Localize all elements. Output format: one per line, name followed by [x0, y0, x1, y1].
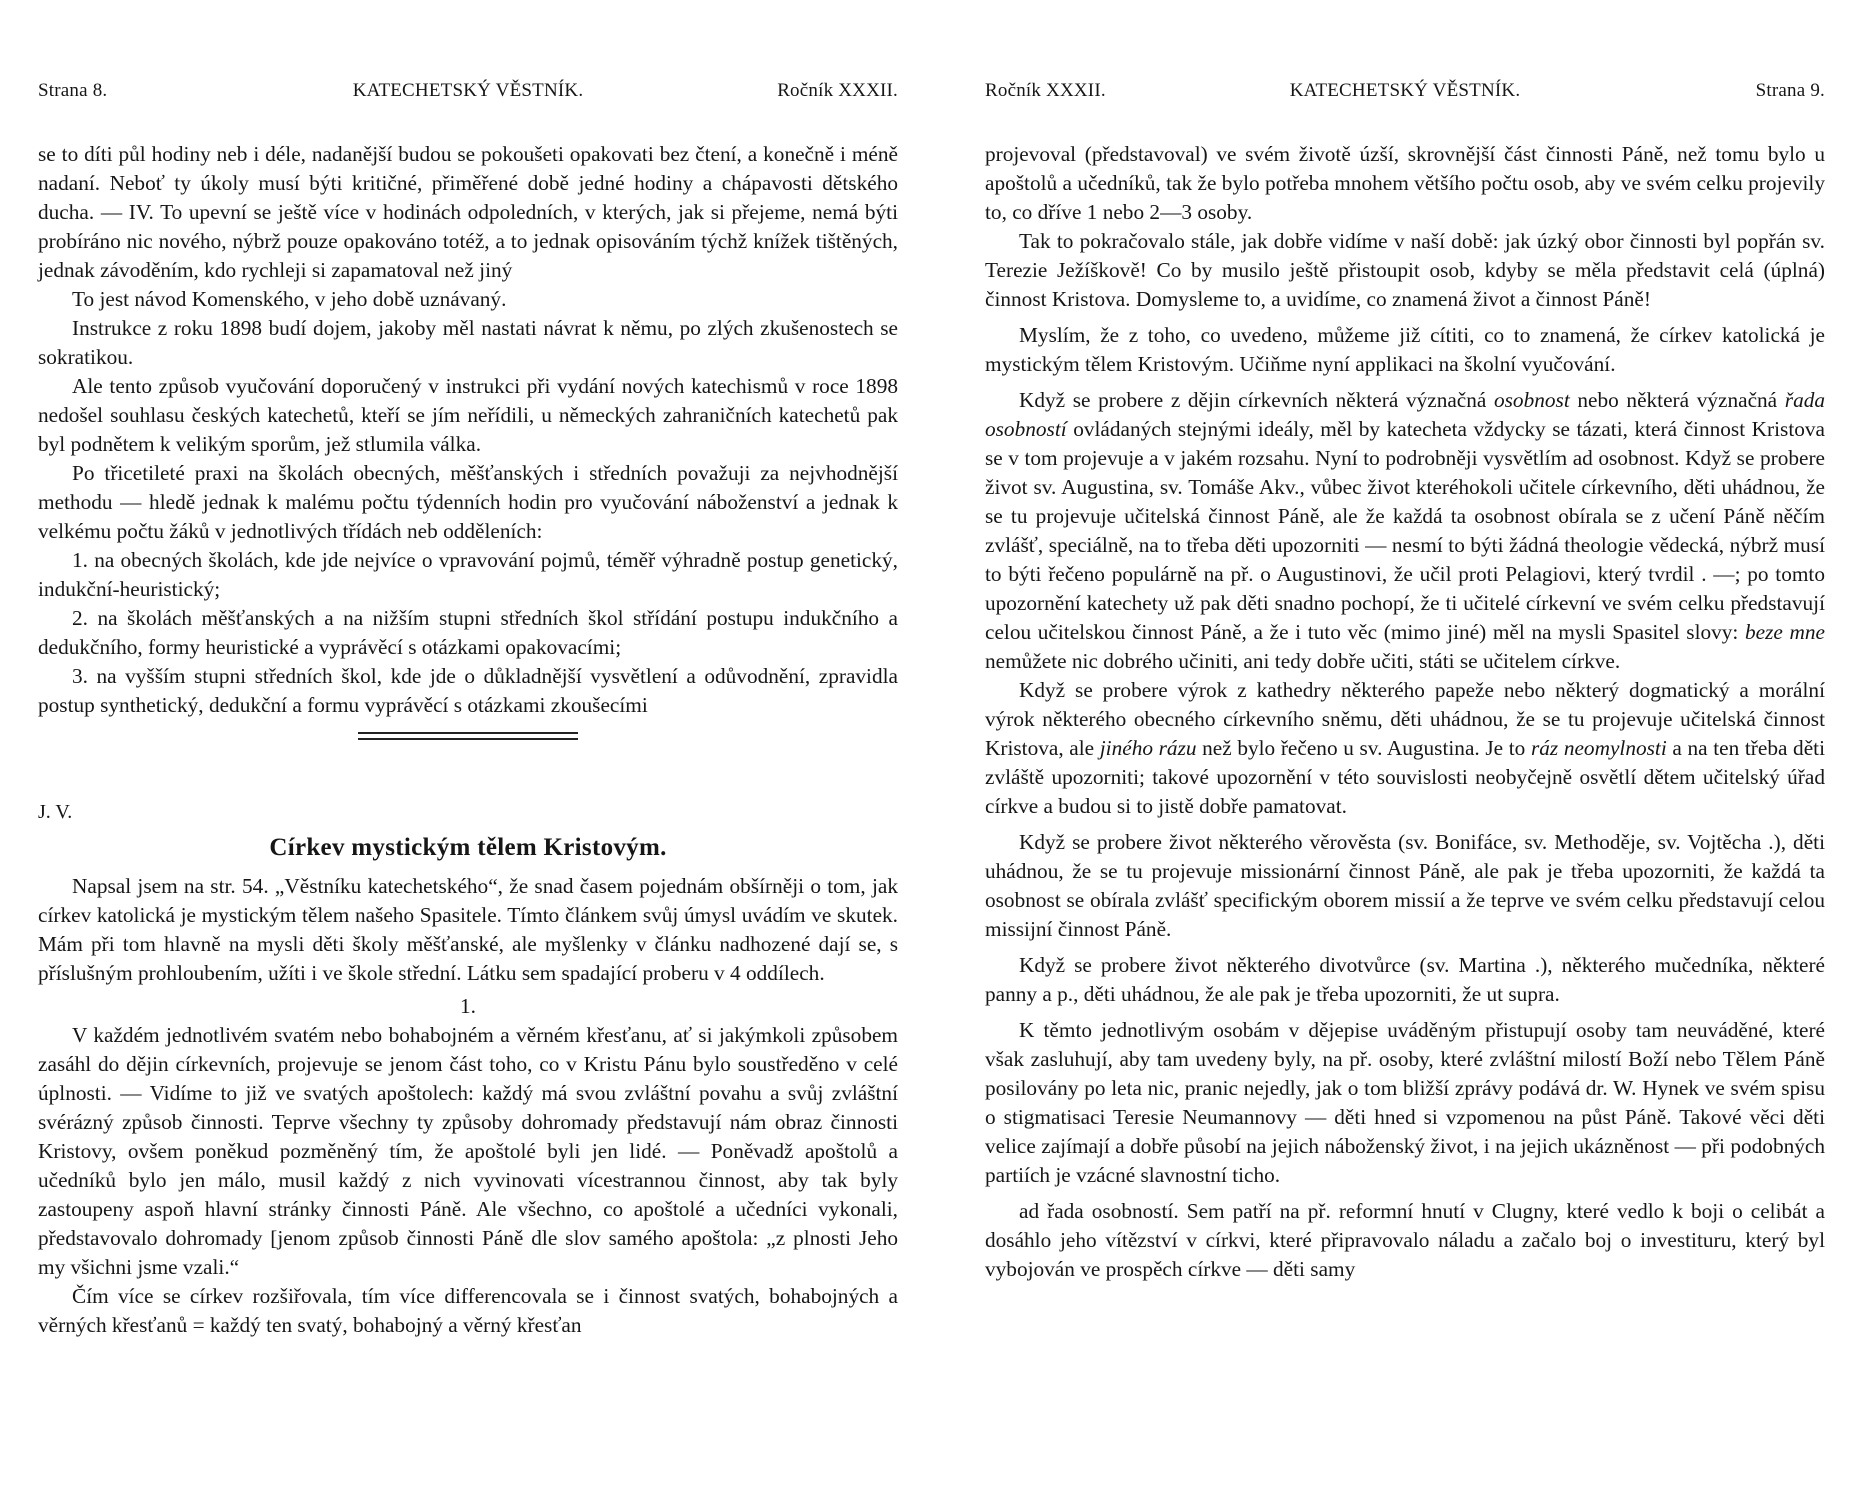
text-run: a na ten třeba děti zvláště upozorniti; takové upozornění v této souvislosti neobyčejně osvětlí dětem učitelský úřad církve a budou si to jistě dobře pamatovat. [985, 736, 1825, 818]
journal-title: KATECHETSKÝ VĚSTNÍK. [1289, 80, 1521, 101]
author-initials: J. V. [38, 801, 73, 823]
paragraph: V každém jednotlivém svatém nebo bohabojném a věrném křesťanu, ať si jakýmkoli způsobem zasáhl do dějin církevních, projevuje se jenom část toho, co v Kristu Pánu bylo soustředěno v celé úplnosti. — Vidíme to již ve svatých apoštolech: každý má svou zvláštní povahu a svůj zvláštní svérázný způsob činnosti. Teprve všechny ty způsoby dohromady představují nám obraz činnosti Kristovy, ovšem poněkud pozměněný tím, že apoštolé byli jen lidé. — Poněvadž apoštolů a učedníků bylo jen málo, musil každý z nich vyvinovati vícestrannou činnost, aby tak byly zastoupeny aspoň hlavní stránky činnosti Páně. Ale všechno, co apoštolé a učedníci vykonali, představovalo dohromady [jenom způsob činnosti Páně dle slov samého apoštola: „z plnosti Jeho my všichni jsme vzali.“ [38, 1023, 898, 1279]
text-run: nemůžete nic dobrého učiniti, ani tedy dobře učiti, státi se učitelem církve. [985, 649, 1621, 673]
page-number: Strana 8. [38, 80, 108, 101]
text-run: Když se probere výrok z kathedry některého papeže nebo některý dogmatický a morální výrok některého obecného církevního sněmu, děti uhádnou, že se tu projevuje učitelská činnost Kristova, ale [985, 678, 1825, 760]
section-number: 1. [460, 994, 476, 1018]
paragraph: To jest návod Komenského, v jeho době uznávaný. [72, 287, 507, 311]
left-page-body [38, 140, 898, 1340]
list-item: 1. na obecných školách, kde jde nejvíce o vpravování pojmů, téměř výhradně postup genetický, indukční-heuristický; [38, 548, 898, 601]
emphasis: beze mne [1745, 620, 1825, 644]
section-divider [38, 720, 898, 758]
paragraph: projevoval (představoval) ve svém životě úzší, skrovnější část činnosti Páně, než tomu bylo u apoštolů a učedníků, tak že bylo potřeba mnohem většího počtu osob, aby ve svém celku projevily to, co dříve 1 nebo 2—3 osoby. [985, 142, 1825, 224]
right-page-body [985, 140, 1825, 1284]
emphasis: osobnost [1494, 388, 1570, 412]
paragraph: Čím více se církev rozšiřovala, tím více differencovala se i činnost svatých, bohabojných a věrných křesťanů = každý ten svatý, bohabojný a věrný křesťan [38, 1284, 898, 1337]
list-item: 3. na vyšším stupni středních škol, kde jde o důkladnější vysvětlení a odůvodnění, zpravidla postup synthetický, dedukční a formu vyprávěcí s otázkami zkoušecími [38, 664, 898, 717]
volume-label: Ročník XXXII. [985, 80, 1106, 101]
paragraph: Když se probere život některého divotvůrce (sv. Martina .), některého mučedníka, některé panny a p., děti uhádnou, že ale pak je třeba upozorniti, že ut supra. [985, 953, 1825, 1006]
page-number: Strana 9. [1755, 80, 1825, 101]
volume-label: Ročník XXXII. [777, 80, 898, 101]
paragraph: Tak to pokračovalo stále, jak dobře vidíme v naší době: jak úzký obor činnosti byl popřán sv. Terezie Ježíškově! Co by musilo ještě přistoupit osob, kdyby se měla představit celá (úplná) činnost Kristova. Domysleme to, a uvidíme, co znamená život a činnost Páně! [985, 229, 1825, 311]
paragraph: Ale tento způsob vyučování doporučený v instrukci při vydání nových katechismů v roce 1898 nedošel souhlasu českých katechetů, kteří se jím neřídili, u německých zahraničních katechetů pak byl podnětem k velikým sporům, jež stlumila válka. [38, 374, 898, 456]
paragraph: se to díti půl hodiny neb i déle, nadanější budou se pokoušeti opakovati bez čtení, a konečně i méně nadaní. Neboť ty úkoly musí býti kritičné, přiměřené době jedné hodiny a chápavosti dětského ducha. — IV. To upevní se ještě více v hodinách odpoledních, v kterých, jak si přejeme, nemá býti probíráno nic nového, nýbrž pouze opakováno totéž, a to jednak opisováním týchž knížek tištěných, jednak závoděním, kdo rychleji si zapamatoval než jiný [38, 142, 898, 282]
running-head-left [38, 80, 898, 108]
paragraph: K těmto jednotlivým osobám v dějepise uváděným přistupují osoby tam neuváděné, které však zasluhují, aby tam uvedeny byly, na př. osoby, které zvláštní milostí Boží nebo Tělem Páně posilovány po leta nic, pranic nejedly, jak o tom bližší zprávy podává dr. W. Hynek ve svém spisu o stigmatisaci Teresie Neumannovy — děti hned si vzpomenou na půst Páně. Takové věci děti velice zajímají a dobře působí na jejich náboženský život, i na jejich ukázněnost — při podobných partiích je vzácné slavnostní ticho. [985, 1018, 1825, 1187]
list-item: 2. na školách měšťanských a na nižším stupni středních škol střídání postupu indukčního a dedukčního, formy heuristické a vyprávěcí s otázkami opakovacími; [38, 606, 898, 659]
emphasis: jiného rázu [1099, 736, 1197, 760]
paragraph: Myslím, že z toho, co uvedeno, můžeme již cítiti, co to znamená, že církev katolická je mystickým tělem Kristovým. Učiňme nyní applikaci na školní vyučování. [985, 323, 1825, 376]
paragraph: ad řada osobností. Sem patří na př. reformní hnutí v Clugny, které vedlo k boji o celibát a dosáhlo jeho vítězství v církvi, které připravovalo náladu a začalo boj o investituru, který byl vybojován ve prospěch církve — děti samy [985, 1199, 1825, 1281]
paragraph: Instrukce z roku 1898 budí dojem, jakoby měl nastati návrat k němu, po zlých zkušenostech se sokratikou. [38, 316, 898, 369]
paragraph: Po třicetileté praxi na školách obecných, měšťanských i středních považuji za nejvhodnější methodu — hledě jednak k malému počtu týdenních hodin pro vyučování náboženství a jednak k velkému počtu žáků v jednotlivých třídách neb odděleních: [38, 461, 898, 543]
journal-title: KATECHETSKÝ VĚSTNÍK. [352, 80, 584, 101]
running-head-right [985, 80, 1825, 108]
article-title: Církev mystickým tělem Kristovým. [269, 834, 667, 861]
text-run: nebo některá význačná [1569, 388, 1785, 412]
emphasis: řada osobností [985, 388, 1826, 441]
text-run: Když se probere z dějin církevních některá význačná [1019, 388, 1494, 412]
paragraph: Napsal jsem na str. 54. „Věstníku katechetského“, že snad časem pojednám obšírněji o tom, jak církev katolická je mystickým tělem našeho Spasitele. Tímto článkem svůj úmysl uvádím ve skutek. Mám při tom hlavně na mysli děti školy měšťanské, ale myšlenky v článku nadhozené dají se, s příslušným prohloubením, užíti i ve škole střední. Látku sem spadající proberu v 4 oddílech. [38, 874, 898, 985]
paragraph [985, 676, 1825, 821]
emphasis: ráz neomylnosti [1530, 736, 1667, 760]
paragraph [985, 386, 1825, 676]
text-run: než bylo řečeno u sv. Augustina. Je to [1196, 736, 1531, 760]
paragraph: Když se probere život některého věrověsta (sv. Bonifáce, sv. Methoděje, sv. Vojtěcha .), děti uhádnou, že se tu projevuje missionární činnost Páně, ale pak je třeba upozorniti, že každá ta osobnost se obírala zvlášť specifickým oborem missií a že teprve ve svém celku představují celou missijní činnost Páně. [985, 830, 1825, 941]
text-run: ovládaných stejnými ideály, měl by katecheta vždycky se tázati, která činnost Kristova se v tom projevuje a v jakém rozsahu. Nyní to podrobněji vysvětlím ad osobnost. Když se probere život sv. Augustina, sv. Tomáše Akv., vůbec život kteréhokoli učitele církevního, děti uhádnou, že se tu projevuje učitelská činnost Páně, ale že každá ta osobnost obírala se z učení Páně něčím zvlášť, speciálně, na to třeba děti upozorniti — nesmí to býti žádná theologie vědecká, nýbrž musí to býti řečeno populárně na př. o Augustinovi, že učil proti Pelagiovi, který tvrdil . —; po tomto upozornění katechety už pak děti snadno pochopí, že ti učitelé církevní ve svém celku představují celou učitelskou činnost Páně, a že i tuto věc (mimo jiné) měl na mysli Spasitel slovy: [985, 417, 1825, 644]
